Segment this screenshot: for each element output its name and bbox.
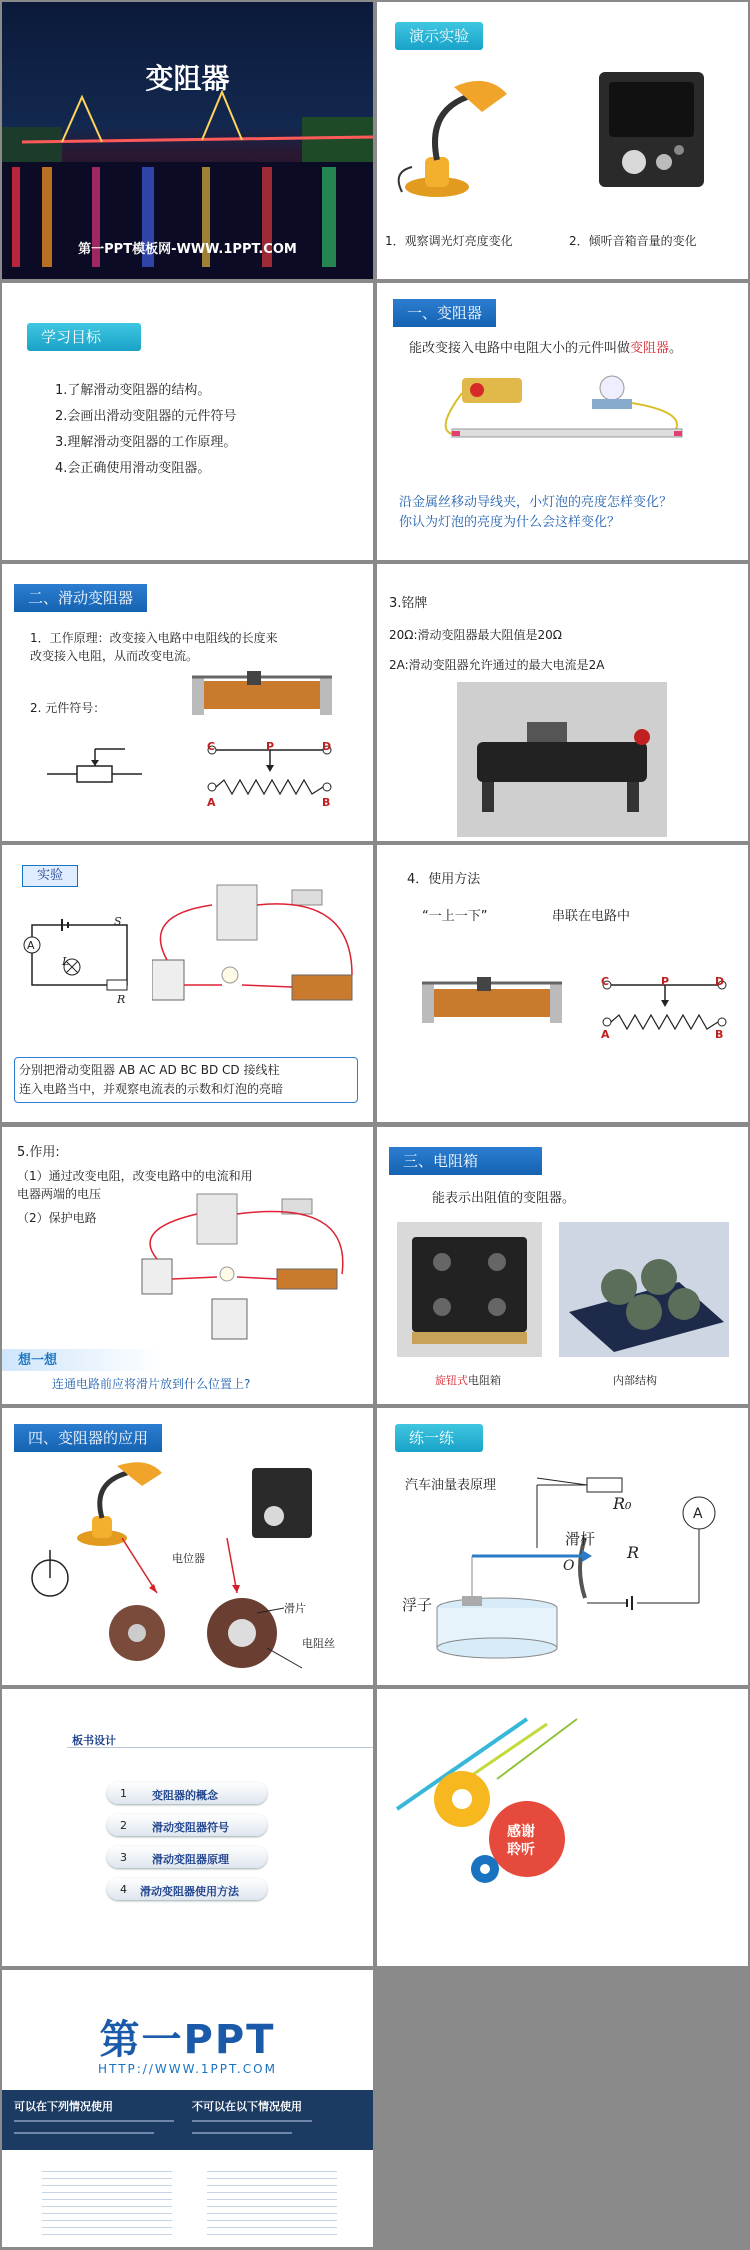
speaker-image: [599, 72, 704, 187]
page-title: 变阻器: [145, 62, 230, 95]
ammeter-label: A: [693, 1506, 703, 1522]
terminal-b: B: [715, 1028, 724, 1041]
symbol-label: 2. 元件符号：: [30, 701, 106, 715]
board-item-1-text: 变阻器的概念: [152, 1789, 218, 1802]
meter-a-label: A: [27, 939, 35, 952]
instruction-line2: 连入电路当中，并观察电流表的示数和灯泡的亮暗: [19, 1082, 284, 1096]
experiment-tag: 实验: [22, 865, 78, 887]
terminal-p: P: [266, 740, 275, 753]
apparatus-image: [137, 1189, 352, 1344]
usage-rule2: 串联在电路中: [552, 909, 631, 924]
speaker-image: [252, 1468, 312, 1538]
instruction-line1: 分别把滑动变阻器 AB AC AD BC BD CD 接线柱: [19, 1063, 280, 1077]
terminal-d: D: [322, 740, 332, 753]
slide-rheostat: [377, 283, 748, 560]
fuel-gauge-diagram: [417, 1468, 742, 1678]
lever-label: 滑杆: [565, 1530, 596, 1548]
slide-board-design: [2, 1689, 373, 1966]
rheostat-image: [187, 669, 337, 724]
terminal-c: C: [601, 975, 610, 988]
gears-graphic: [377, 1689, 748, 1966]
principle-line2: 改变接入电阻，从而改变电流。: [30, 649, 199, 663]
section-tag: 一、变阻器: [393, 299, 496, 327]
objective-4: 4.会正确使用滑动变阻器。: [55, 461, 211, 476]
rheostat-symbol: [47, 739, 157, 799]
circuit-schematic: [12, 905, 147, 1005]
section-tag: 二、滑动变阻器: [14, 584, 147, 612]
function-line3: （2）保护电路: [17, 1211, 97, 1225]
fine-print-b: [14, 2132, 154, 2134]
wire-label: 电阻丝: [302, 1637, 335, 1650]
board-item-2-text: 滑动变阻器符号: [152, 1821, 229, 1834]
objective-2: 2.会画出滑动变阻器的元件符号: [55, 409, 237, 424]
terminal-a: A: [601, 1028, 610, 1041]
board-item-1-num: 1: [120, 1787, 127, 1800]
section-tag: 四、变阻器的应用: [14, 1424, 162, 1452]
objective-1: 1.了解滑动变阻器的结构。: [55, 383, 211, 398]
terminal-b: B: [322, 796, 331, 809]
float-label: 浮子: [402, 1596, 433, 1614]
board-head: 板书设计: [72, 1734, 116, 1747]
objective-3: 3.理解滑动变阻器的工作原理。: [55, 435, 237, 450]
board-divider: [67, 1747, 373, 1748]
slide-thanks: [377, 1689, 748, 1966]
objectives-tag: 学习目标: [27, 323, 141, 351]
link-list-left: [42, 2165, 172, 2235]
internal-structure-image: [559, 1222, 729, 1357]
think-question: 连通电路前应将滑片放到什么位置上?: [52, 1377, 251, 1391]
demo-tag: 演示实验: [395, 22, 483, 50]
brand-logo: 第一PPT: [99, 2017, 276, 2063]
question-1: 沿金属丝移动导线夹，小灯泡的亮度怎样变化？: [399, 495, 673, 510]
link-list-right: [207, 2165, 337, 2235]
function-head: 5.作用:: [17, 1145, 60, 1160]
r0-label: R₀: [613, 1494, 632, 1513]
slide-usage: [377, 845, 748, 1122]
rheostat-photo: [457, 682, 667, 837]
usage-allowed: 可以在下列情况使用: [14, 2100, 113, 2113]
caption-lamp: 1．观察调光灯亮度变化: [385, 234, 513, 248]
thanks-line2: 聆听: [507, 1842, 535, 1858]
brand-url: HTTP://WWW.1PPT.COM: [98, 2062, 277, 2076]
board-item-4-num: 4: [120, 1883, 127, 1896]
fine-print-a: [14, 2120, 174, 2122]
box-description: 能表示出阻值的变阻器。: [432, 1191, 576, 1206]
terminal-a: A: [207, 796, 216, 809]
slide-practice: [377, 1408, 748, 1685]
board-item-3-text: 滑动变阻器原理: [152, 1853, 229, 1866]
switch-label: S: [114, 915, 122, 928]
rheostat-image: [417, 975, 567, 1035]
resistor-label: R: [627, 1543, 640, 1562]
practice-tag: 练一练: [395, 1424, 483, 1452]
terminal-d: D: [715, 975, 725, 988]
board-item-4-text: 滑动变阻器使用方法: [140, 1885, 239, 1898]
terminal-p: P: [661, 975, 670, 988]
pivot-label: O: [563, 1558, 575, 1574]
apparatus-image: [152, 875, 367, 1015]
potentiometer-label: 电位器: [172, 1552, 205, 1565]
slide-brand: [2, 1970, 373, 2247]
nameplate-line1: 20Ω:滑动变阻器最大阻值是20Ω: [389, 628, 562, 642]
definition: 能改变接入电路中电阻大小的元件叫做变阻器。: [409, 341, 683, 356]
watermark: 第一PPT模板网-WWW.1PPT.COM: [78, 242, 297, 257]
function-line2: 电器两端的电压: [17, 1187, 102, 1201]
section-tag: 三、电阻箱: [389, 1147, 542, 1175]
board-item-3-num: 3: [120, 1851, 127, 1864]
slide-function: [2, 1127, 373, 1404]
desk-lamp-image: [62, 1458, 177, 1548]
caption-speaker: 2．倾听音箱音量的变化: [569, 234, 697, 248]
thanks-line1: 感谢: [507, 1824, 535, 1840]
usage-forbidden: 不可以在以下情况使用: [192, 2100, 302, 2113]
terminal-c: C: [207, 740, 216, 753]
fine-print-c: [192, 2120, 312, 2122]
usage-head: 4．使用方法: [407, 872, 481, 887]
nameplate-head: 3.铭牌: [389, 596, 428, 611]
practice-title: 汽车油量表原理: [405, 1478, 497, 1493]
slide-title: [2, 2, 373, 279]
slide-resistance-box: [377, 1127, 748, 1404]
resistance-box-image: [397, 1222, 542, 1357]
slide-sliding-rheostat: [2, 564, 373, 841]
usage-rule1: “一上一下”: [422, 909, 488, 924]
slide-demo: [377, 2, 748, 279]
structure-caption: 内部结构: [613, 1374, 657, 1387]
circuit-photo: [422, 373, 712, 453]
desk-lamp-image: [392, 72, 522, 202]
slide-nameplate: [377, 564, 748, 841]
nameplate-line2: 2A:滑动变阻器允许通过的最大电流是2A: [389, 658, 605, 672]
board-item-2-num: 2: [120, 1819, 127, 1832]
slider-label: 滑片: [284, 1602, 306, 1615]
principle-line1: 1．工作原理：改变接入电路中电阻线的长度来: [30, 631, 278, 645]
resistor-label: R: [117, 993, 126, 1006]
slide-experiment: [2, 845, 373, 1122]
slide-applications: [2, 1408, 373, 1685]
lamp-label: L: [62, 955, 70, 968]
fine-print-d: [192, 2132, 292, 2134]
slide-objectives: [2, 283, 373, 560]
question-2: 你认为灯泡的亮度为什么会这样变化？: [399, 515, 621, 530]
box-caption: 旋钮式电阻箱: [435, 1374, 501, 1387]
think-label: 想一想: [18, 1353, 58, 1368]
function-line1: （1）通过改变电阻，改变电路中的电流和用: [17, 1169, 253, 1183]
